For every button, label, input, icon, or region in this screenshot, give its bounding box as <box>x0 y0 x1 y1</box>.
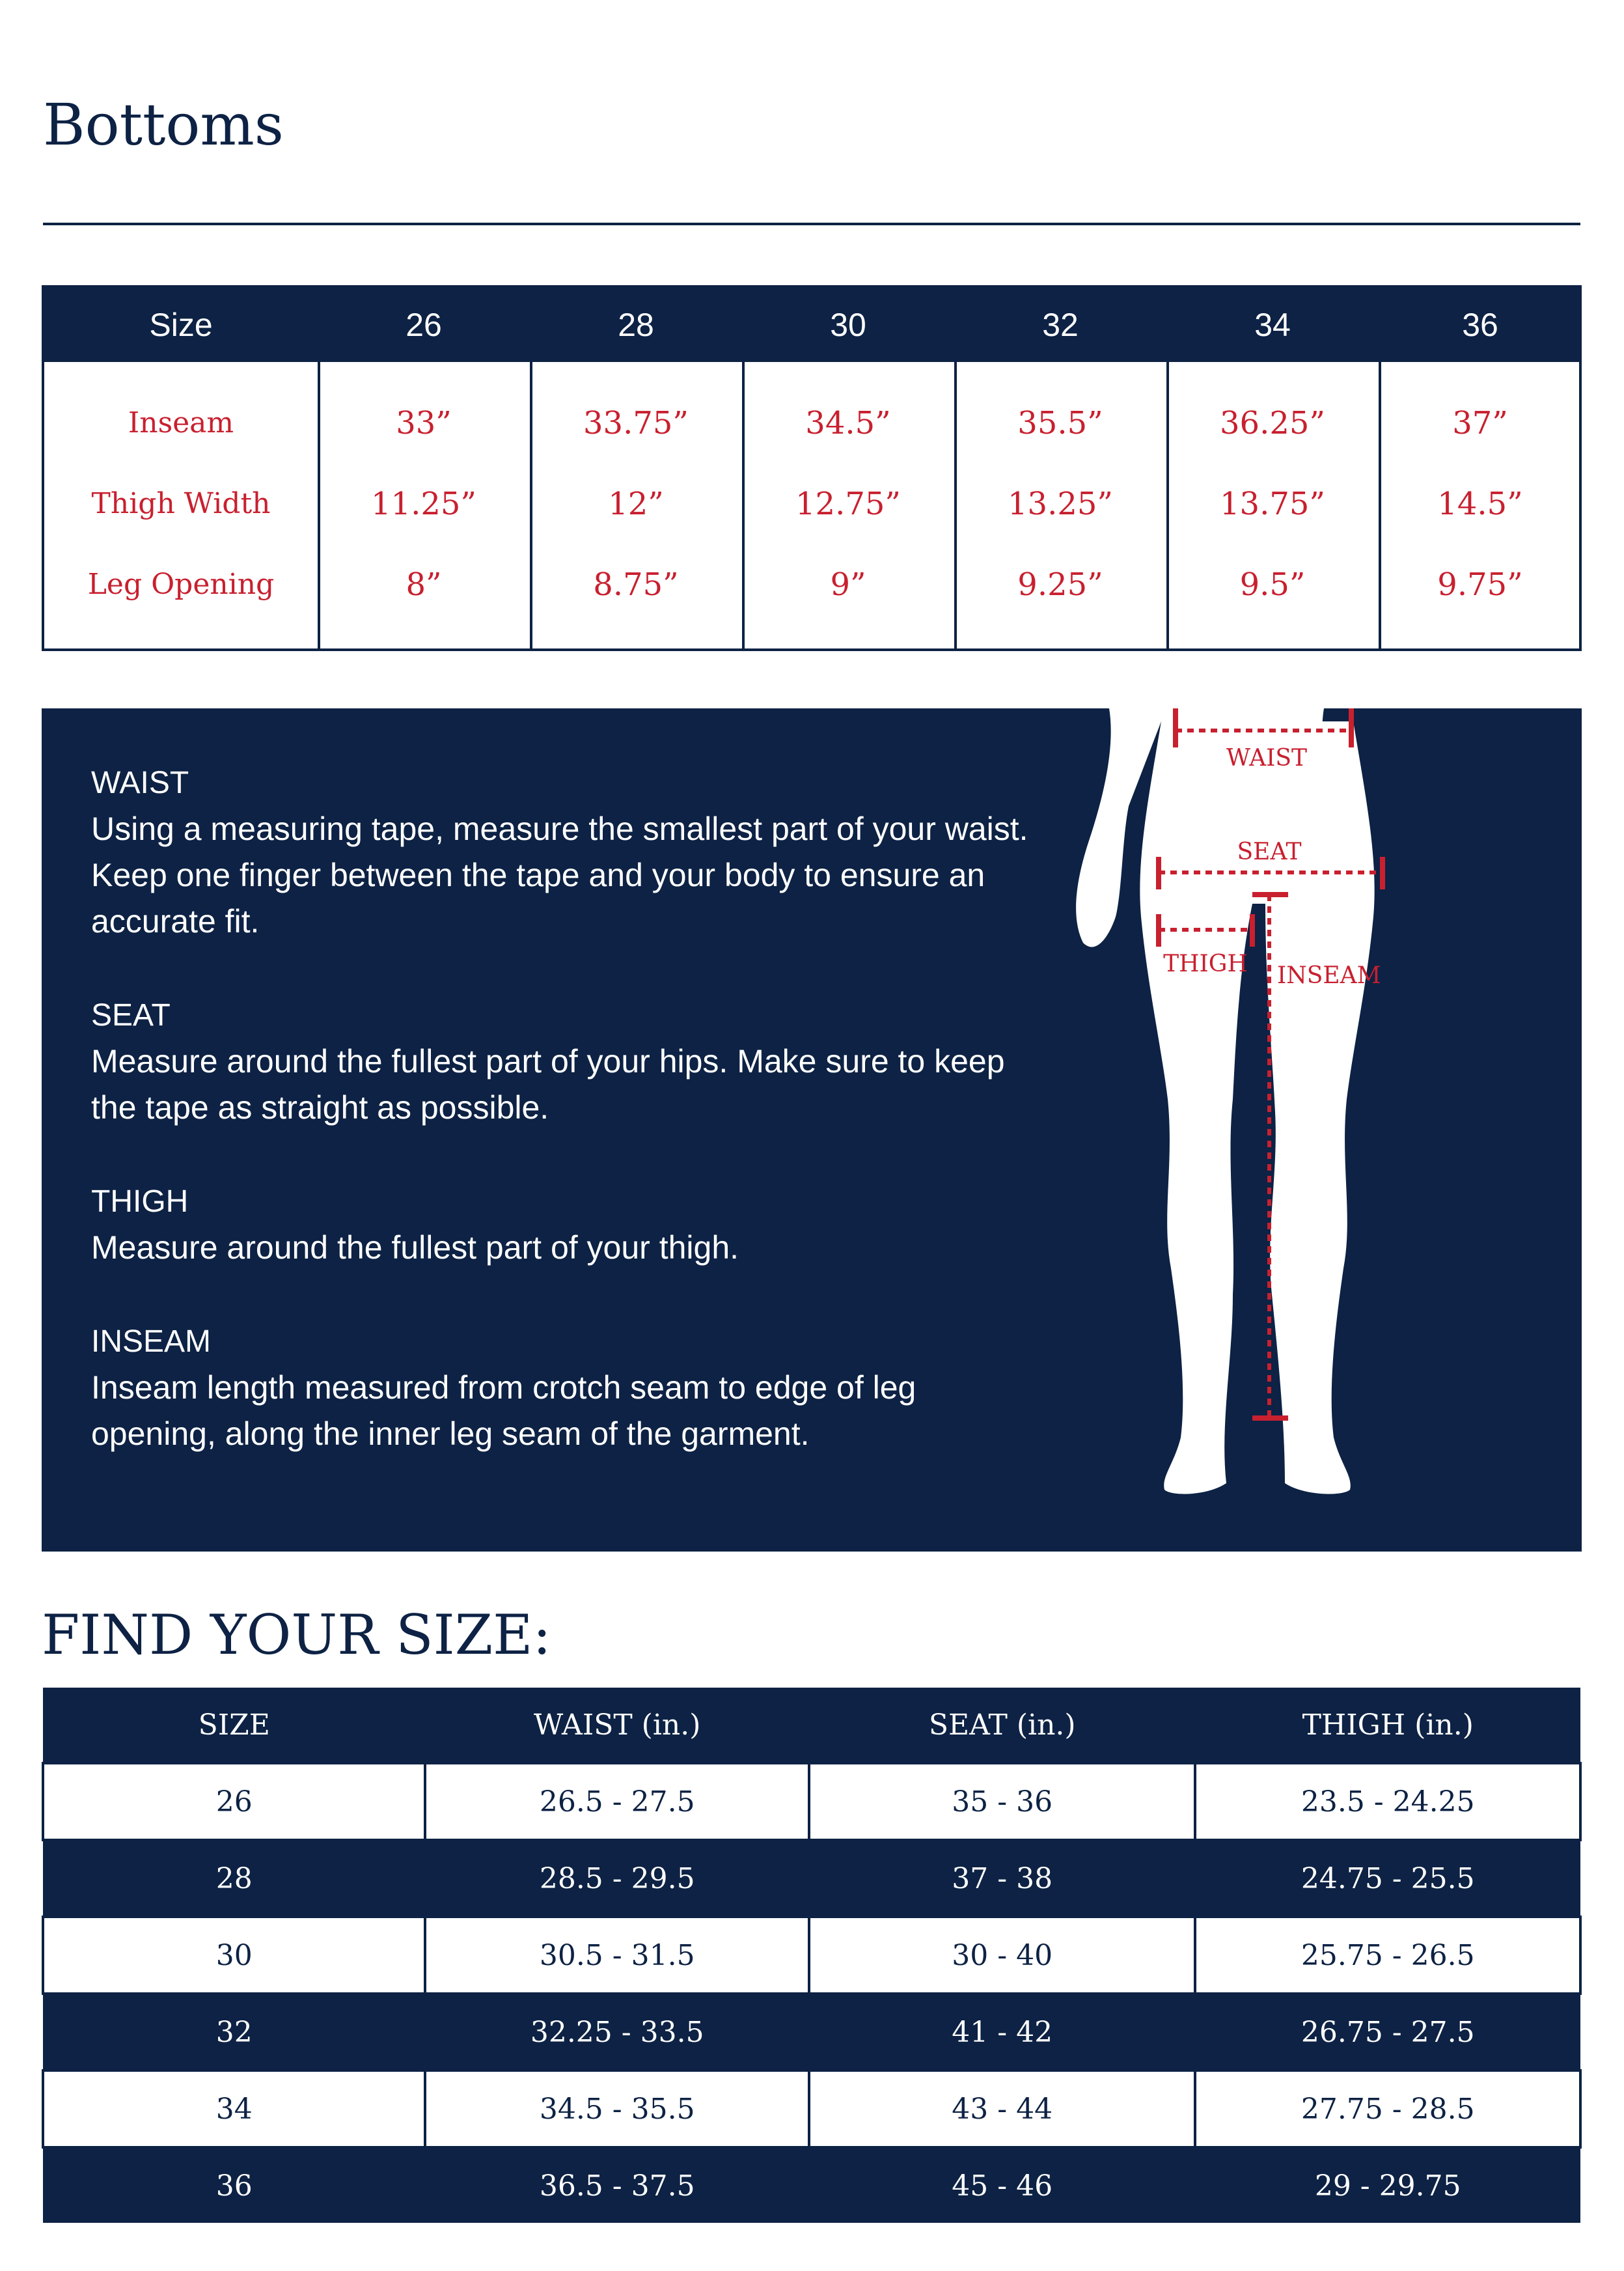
title-divider <box>43 223 1580 225</box>
thigh-cell: 23.5 - 24.25 <box>1195 1763 1580 1840</box>
inseam-36: 37” <box>1452 405 1508 441</box>
leg-opening-28: 8.75” <box>593 566 679 603</box>
guide-heading: WAIST <box>91 766 189 800</box>
leg-opening-32: 9.25” <box>1017 566 1103 603</box>
waist-cell: 34.5 - 35.5 <box>425 2070 808 2147</box>
thigh-cell: 24.75 - 25.5 <box>1195 1840 1580 1917</box>
inseam-34: 36.25” <box>1220 405 1325 441</box>
inseam-26: 33” <box>396 405 452 441</box>
size-cell: 32 <box>43 1994 425 2070</box>
table-row <box>43 1994 1580 2070</box>
leg-opening-30: 9” <box>830 566 866 603</box>
waist-cell: 30.5 - 31.5 <box>425 1917 808 1994</box>
waist-cell: 26.5 - 27.5 <box>425 1763 808 1840</box>
page-title: Bottoms <box>43 91 284 158</box>
size-cell: 30 <box>43 1917 425 1994</box>
find-your-size-title: FIND YOUR SIZE: <box>42 1603 551 1667</box>
guide-instructions <box>91 760 1028 1505</box>
thigh-width-36: 14.5” <box>1437 486 1523 522</box>
waist-cell: 28.5 - 29.5 <box>425 1840 808 1917</box>
legs-silhouette <box>1140 721 1374 1494</box>
thigh-cell: 29 - 29.75 <box>1195 2147 1580 2223</box>
thigh-width-26: 11.25” <box>371 486 476 522</box>
guide-heading: INSEAM <box>91 1324 212 1359</box>
guide-heading: THIGH <box>91 1184 189 1219</box>
table-row <box>43 2147 1580 2223</box>
measuring-guide-panel <box>42 708 1582 1552</box>
find-your-size-table <box>42 1688 1582 2223</box>
guide-text: Inseam length measured from crotch seam to edge of leg opening, along the inner leg seam of the garment. <box>91 1369 916 1452</box>
size-header-36: 36 <box>1462 307 1498 343</box>
seat-cell: 37 - 38 <box>809 1840 1196 1917</box>
size-header-28: 28 <box>618 307 654 343</box>
leg-opening-36: 9.75” <box>1437 566 1523 603</box>
leg-opening-34: 9.5” <box>1239 566 1306 603</box>
guide-item-inseam <box>91 1319 1028 1457</box>
thigh-width-32: 13.25” <box>1008 486 1113 522</box>
thigh-width-30: 12.75” <box>795 486 901 522</box>
seat-cell: 30 - 40 <box>809 1917 1196 1994</box>
thigh-cell: 26.75 - 27.5 <box>1195 1994 1580 2070</box>
guide-item-waist <box>91 760 1028 945</box>
size-cell: 36 <box>43 2147 425 2223</box>
thigh-figure-label: THIGH <box>1163 951 1248 977</box>
size-header-label: Size <box>149 307 213 343</box>
leg-opening-26: 8” <box>406 566 442 603</box>
garment-measurements-table <box>42 285 1582 651</box>
table-row <box>43 1763 1580 1840</box>
size-header-32: 32 <box>1042 307 1079 343</box>
size-header-26: 26 <box>406 307 442 343</box>
body-measurement-figure <box>1057 708 1539 1552</box>
guide-text: Measure around the fullest part of your hips. Make sure to keep the tape as straight as possible. <box>91 1043 1005 1126</box>
guide-text: Measure around the fullest part of your thigh. <box>91 1229 739 1266</box>
inseam-30: 34.5” <box>805 405 891 441</box>
size-header-30: 30 <box>830 307 866 343</box>
seat-cell: 41 - 42 <box>809 1994 1196 2070</box>
size-header-34: 34 <box>1254 307 1291 343</box>
waist-figure-label: WAIST <box>1226 745 1308 772</box>
size-cell: 28 <box>43 1840 425 1917</box>
table-header-row <box>43 1688 1580 1763</box>
table-row <box>43 1840 1580 1917</box>
seat-cell: 35 - 36 <box>809 1763 1196 1840</box>
thigh-width-28: 12” <box>608 486 664 522</box>
table-row <box>43 1917 1580 1994</box>
inseam-figure-label: INSEAM <box>1277 962 1381 989</box>
size-cell: 26 <box>43 1763 425 1840</box>
inseam-32: 35.5” <box>1017 405 1103 441</box>
waist-cell: 36.5 - 37.5 <box>425 2147 808 2223</box>
table-header <box>44 288 1579 362</box>
col-header-waist: WAIST (in.) <box>425 1688 808 1763</box>
thigh-cell: 25.75 - 26.5 <box>1195 1917 1580 1994</box>
guide-text: Using a measuring tape, measure the smallest part of your waist. Keep one finger between the tape and your body to ensure an accurate fit. <box>91 811 1028 940</box>
guide-item-seat <box>91 993 1028 1131</box>
size-cell: 34 <box>43 2070 425 2147</box>
col-header-size: SIZE <box>43 1688 425 1763</box>
waist-cell: 32.25 - 33.5 <box>425 1994 808 2070</box>
thigh-cell: 27.75 - 28.5 <box>1195 2070 1580 2147</box>
table-row <box>43 2070 1580 2147</box>
col-header-thigh: THIGH (in.) <box>1195 1688 1580 1763</box>
row-label-thigh-width: Thigh Width <box>91 487 271 520</box>
guide-item-thigh <box>91 1179 1028 1271</box>
seat-cell: 45 - 46 <box>809 2147 1196 2223</box>
col-header-seat: SEAT (in.) <box>809 1688 1196 1763</box>
guide-heading: SEAT <box>91 998 171 1033</box>
row-label-leg-opening: Leg Opening <box>87 568 275 601</box>
seat-cell: 43 - 44 <box>809 2070 1196 2147</box>
seat-figure-label: SEAT <box>1237 839 1302 865</box>
row-label-inseam: Inseam <box>128 406 234 439</box>
inseam-28: 33.75” <box>583 405 689 441</box>
thigh-width-34: 13.75” <box>1220 486 1325 522</box>
